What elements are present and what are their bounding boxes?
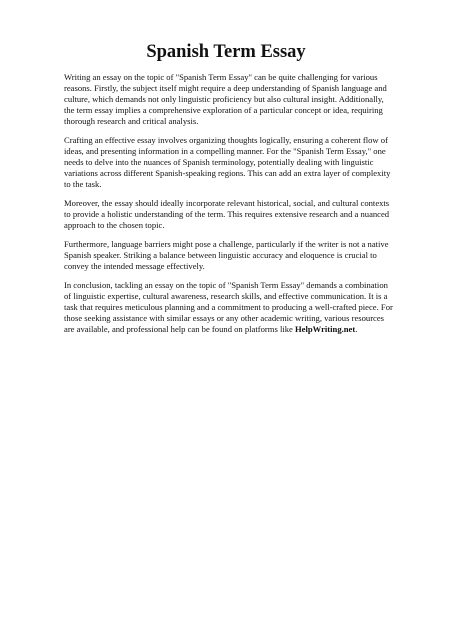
helpwriting-link[interactable]: HelpWriting.net xyxy=(295,324,356,334)
paragraph-5 xyxy=(64,280,394,335)
paragraph-5-text: In conclusion, tackling an essay on the topic of "Spanish Term Essay" demands a combination of linguistic expertise, cultural awareness, research skills, and effective communication. It is a task that requires meticulous planning and a commitment to producing a well-crafted piece. For those seeking assistance with similar essays or any other academic writing, various resources are available, and professional help can be found on platforms like xyxy=(64,280,393,334)
page-title: Spanish Term Essay xyxy=(146,42,306,62)
essay-body xyxy=(64,72,394,343)
paragraph-3: Moreover, the essay should ideally incorporate relevant historical, social, and cultural contexts to provide a holistic understanding of the term. This requires extensive research and a nuanced approach to the chosen topic. xyxy=(64,198,390,230)
paragraph-5-end: . xyxy=(355,324,358,334)
paragraph-1: Writing an essay on the topic of "Spanish Term Essay" can be quite challenging for various reasons. Firstly, the subject itself might require a deep understanding of Spanish language and culture, which demands not only linguistic proficiency but also cultural insight. Additionally, the term essay implies a comprehensive exploration of a particular concept or idea, requiring thorough research and critical analysis. xyxy=(64,72,387,126)
paragraph-2: Crafting an effective essay involves organizing thoughts logically, ensuring a coherent flow of ideas, and presenting information in a compelling manner. For the "Spanish Term Essay," one needs to delve into the nuances of Spanish terminology, potentially dealing with linguistic variations across different Spanish-speaking regions. This can add an extra layer of complexity to the task. xyxy=(64,135,391,189)
paragraph-4: Furthermore, language barriers might pose a challenge, particularly if the writer is not a native Spanish speaker. Striking a balance between linguistic accuracy and eloquence is crucial to convey the intended message effectively. xyxy=(64,239,389,271)
